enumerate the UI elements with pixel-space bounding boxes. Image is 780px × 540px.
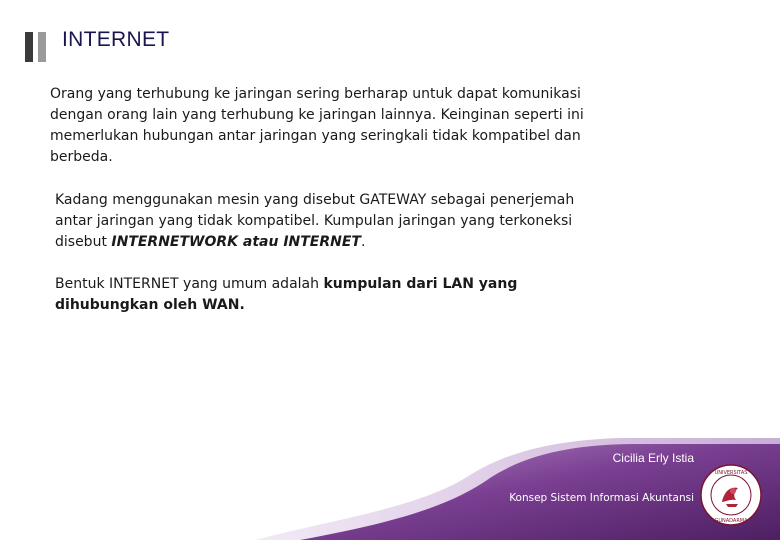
paragraph-2-emphasis: INTERNETWORK atau INTERNET	[111, 234, 361, 250]
footer-course: Konsep Sistem Informasi Akuntansi	[509, 492, 694, 504]
logo-text-bottom: GUNADARMA	[714, 518, 748, 524]
university-logo-icon	[700, 464, 762, 526]
paragraph-3-text: Bentuk INTERNET yang umum adalah	[55, 276, 324, 292]
paragraph-2-end: .	[360, 234, 366, 250]
paragraph-3-emphasis: kumpulan dari LAN yang dihubungkan oleh WAN.	[55, 276, 518, 313]
logo-text-top: UNIVERSITAS	[714, 470, 748, 476]
paragraph-1: Orang yang terhubung ke jaringan sering berharap untuk dapat komunikasi dengan orang lain yang terhubung ke jaringan lainnya. Keinginan seperti ini memerlukan hubungan antar jaringan yang seringkali tidak kompatibel dan berbeda.	[50, 86, 584, 165]
footer-author: Cicilia Erly Istia	[612, 451, 694, 465]
paragraph-2-text: Kadang menggunakan mesin yang disebut GATEWAY sebagai penerjemah antar jaringan yang tidak kompatibel. Kumpulan jaringan yang terkoneksi disebut	[55, 192, 575, 250]
slide-title: INTERNET	[62, 28, 170, 51]
